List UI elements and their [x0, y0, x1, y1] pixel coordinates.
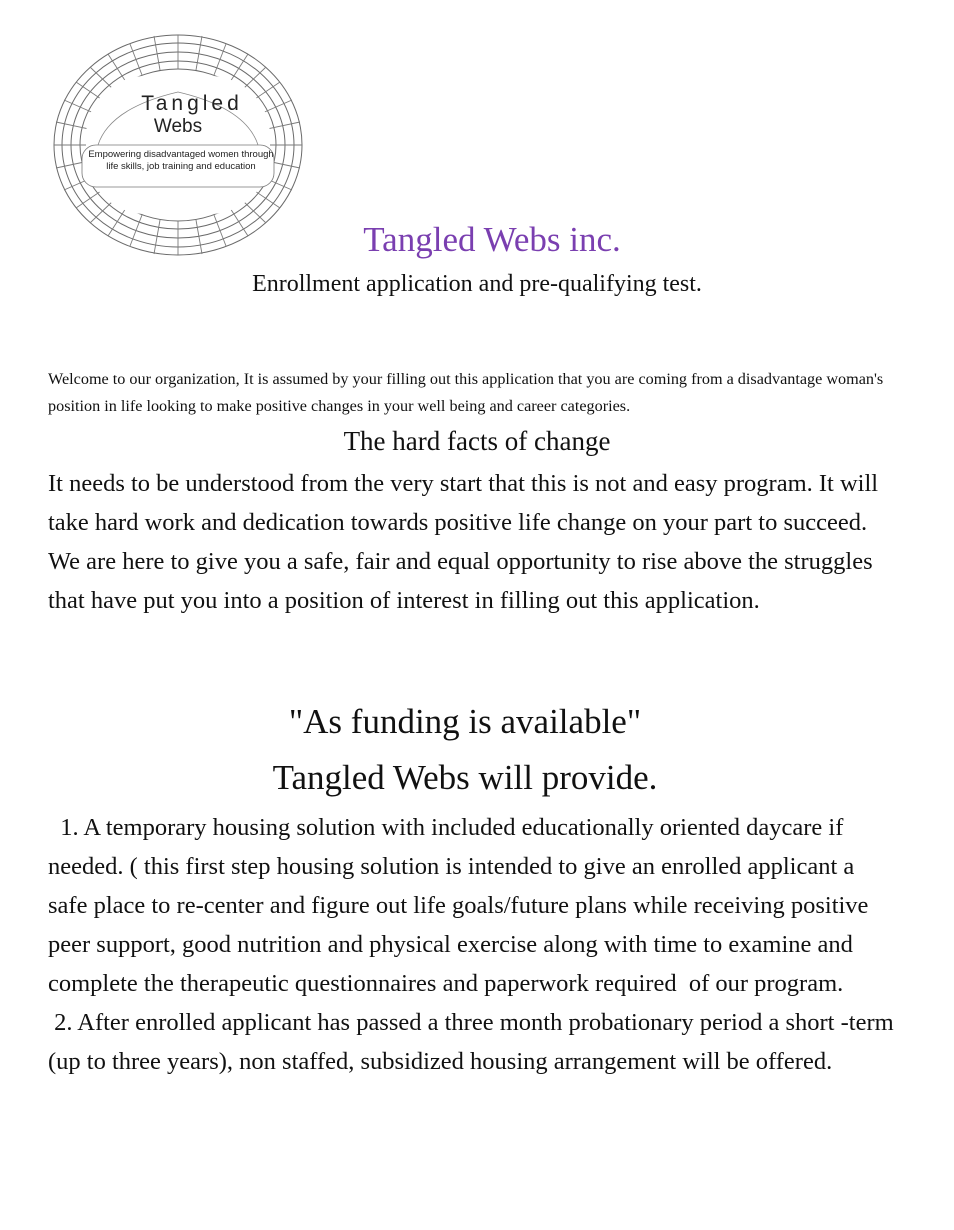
document-subtitle: Enrollment application and pre-qualifying test. — [252, 271, 702, 297]
provisions-heading: Tangled Webs will provide. — [272, 758, 658, 797]
funding-heading: "As funding is available" — [288, 702, 642, 741]
list-item: 2. After enrolled applicant has passed a three month probationary period a short -term (up to three years), non staffed, subsidized housing arrangement will be offered. — [48, 1009, 900, 1075]
welcome-paragraph: Welcome to our organization, It is assumed by your filling out this application that you are coming from a disadvantage woman's position in life looking to make positive changes in your well being and career categories. — [48, 370, 884, 415]
hard-facts-paragraph: It needs to be understood from the very start that this is not and easy program. It will take hard work and dedication towards positive life change on your part to succeed. We are here to give you a safe, fair and equal opportunity to rise above the struggles that have put you into a position of interest in filling out this application. — [48, 470, 879, 614]
logo-title-line1: Tangled — [141, 92, 243, 115]
hard-facts-heading: The hard facts of change — [343, 426, 611, 456]
list-item: 1. A temporary housing solution with included educationally oriented daycare if needed. ( this first step housing solution is intended to give an enrolled applicant a safe place to re-center and figure out life goals/future plans while receiving positive peer support, good nutrition and physical exercise along with time to examine and complete the therapeutic questionnaires and paperwork required of our program. — [48, 814, 875, 997]
provisions-list — [48, 808, 898, 1081]
logo-title-line2: Webs — [153, 116, 203, 137]
organization-name: Tangled Webs inc. — [363, 220, 621, 259]
logo-tagline: Empowering disadvantaged women through life skills, job training and education — [88, 149, 274, 172]
